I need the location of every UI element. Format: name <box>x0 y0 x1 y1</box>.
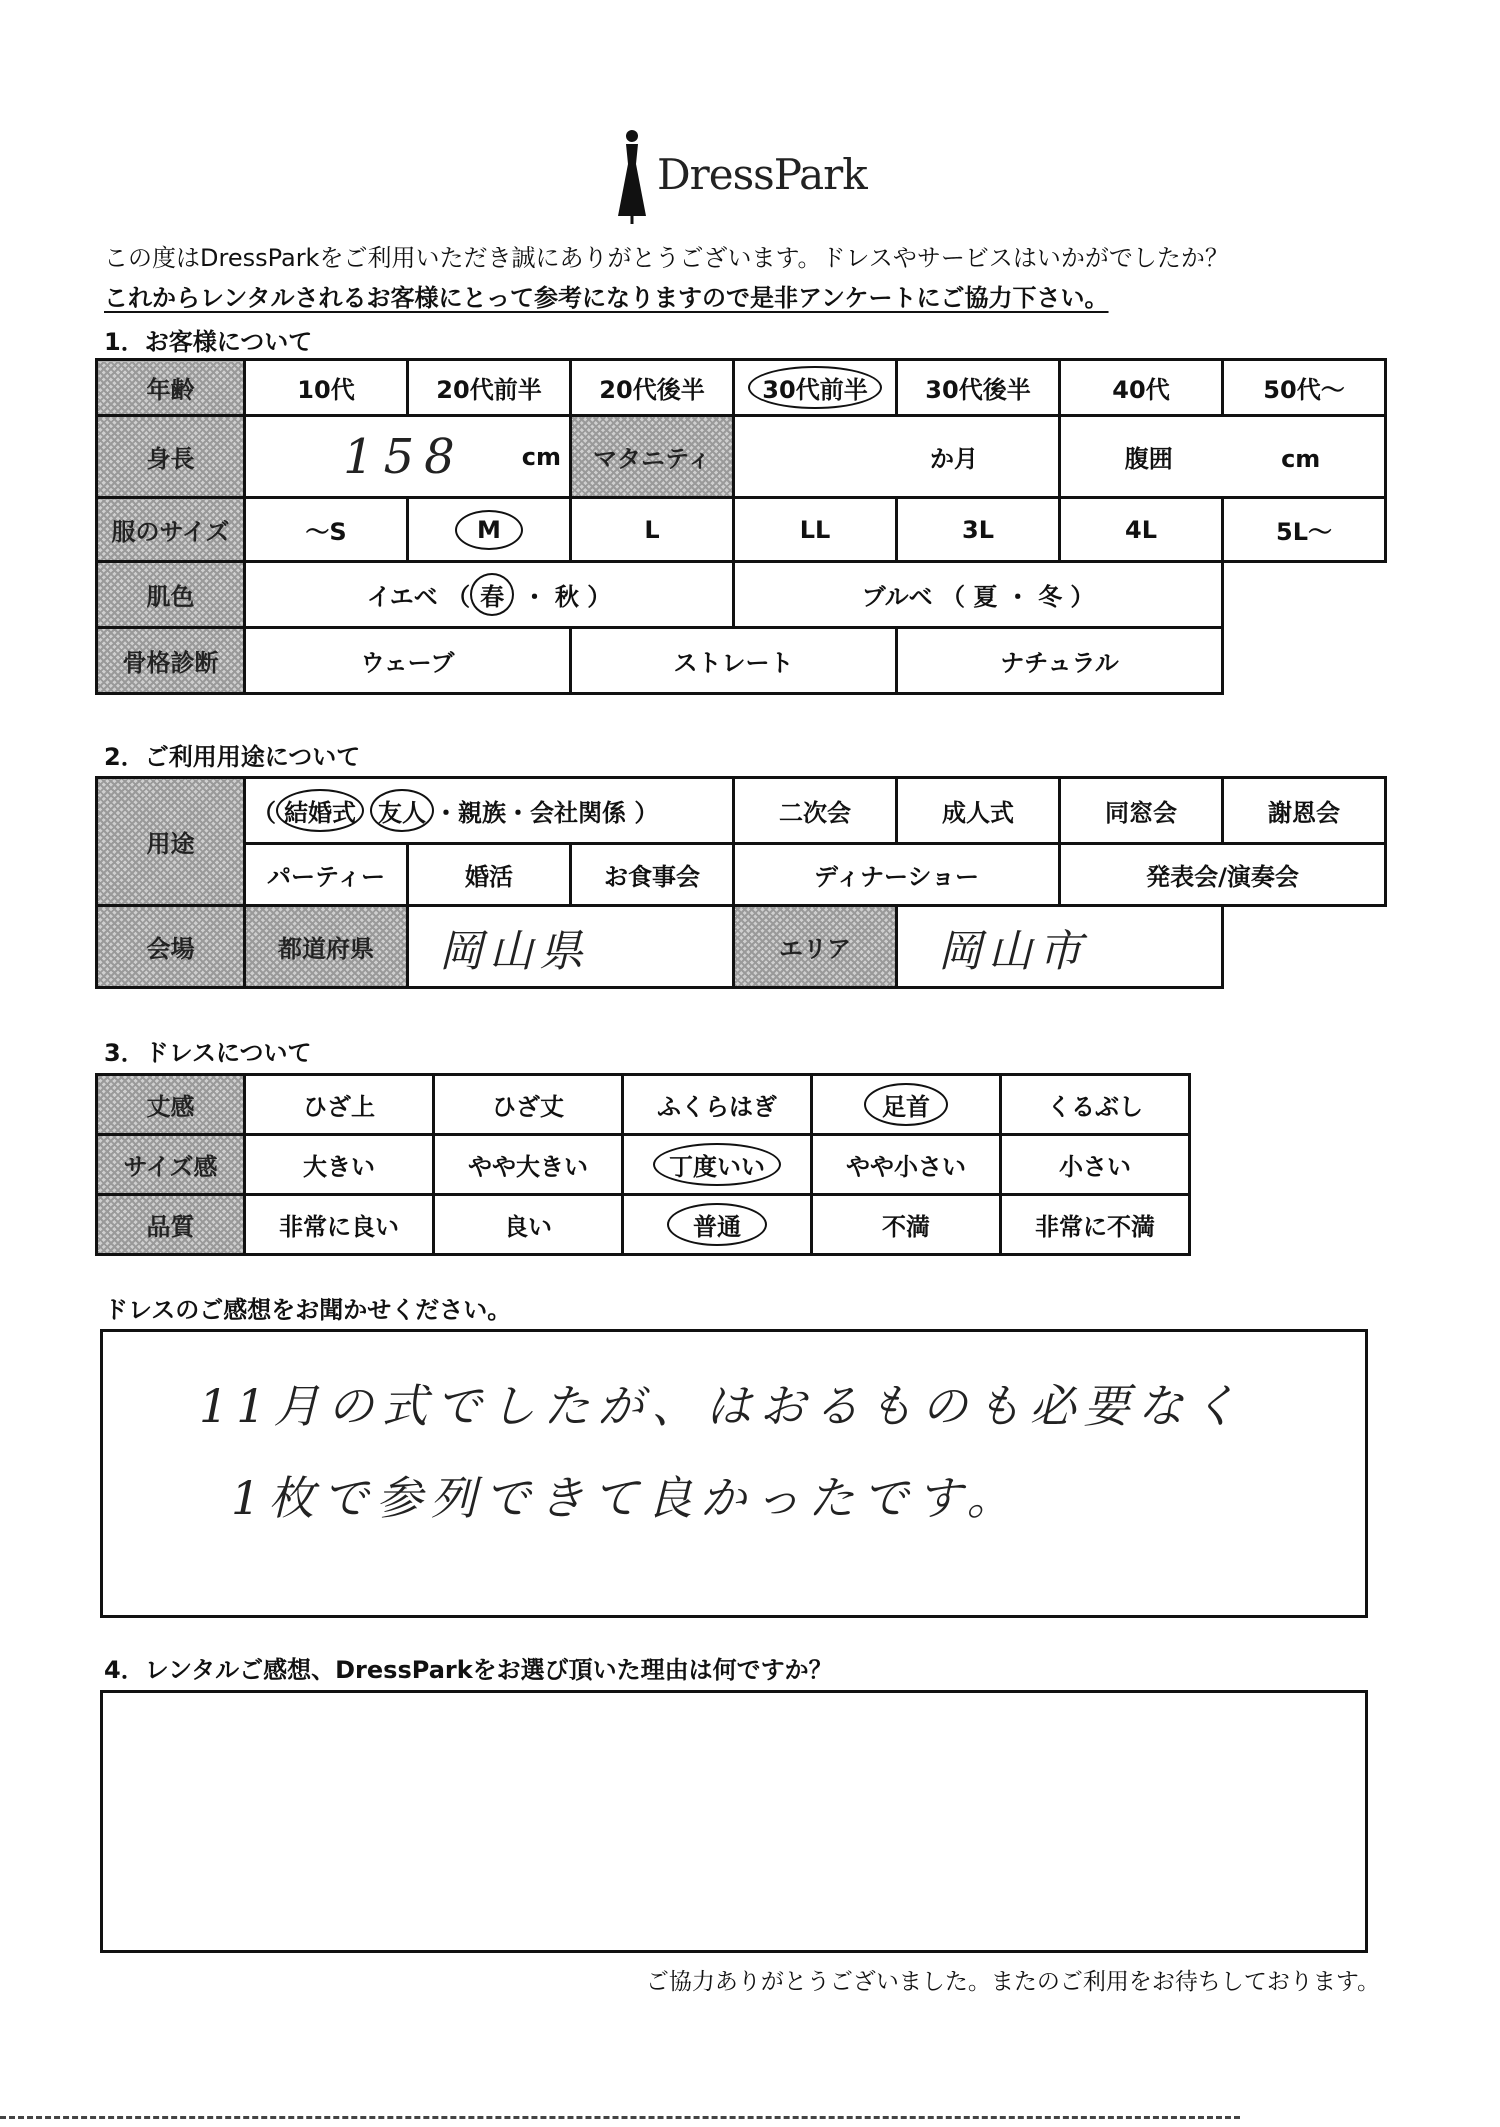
cut-line <box>0 2116 1240 2119</box>
maternity-label: マタニティ <box>571 416 734 498</box>
section2-title: 2．ご利用用途について <box>104 743 361 771</box>
size-option[interactable]: LL <box>734 498 897 562</box>
size-option[interactable]: 3L <box>897 498 1060 562</box>
prefecture-label: 都道府県 <box>245 906 408 988</box>
dress-table <box>95 1073 1191 1256</box>
autumn-option: 秋 <box>554 583 579 611</box>
usage-option[interactable]: 同窓会 <box>1060 778 1223 844</box>
size-feel-option[interactable]: 小さい <box>1001 1135 1190 1195</box>
size-feel-option[interactable]: やや小さい <box>812 1135 1001 1195</box>
reason-textarea[interactable] <box>100 1690 1368 1953</box>
selection-circle: 結婚式 <box>276 789 364 832</box>
empty-cell <box>1223 562 1386 628</box>
age-label: 年齢 <box>97 360 245 416</box>
dresspark-logo <box>612 128 867 224</box>
impressions-line1: 11月の式でしたが、はおるものも必要なく <box>199 1379 1246 1433</box>
area-field[interactable] <box>897 906 1223 988</box>
yellow-base-label: イエベ <box>366 583 438 611</box>
skeleton-option[interactable]: ストレート <box>571 628 897 694</box>
age-option[interactable]: 50代～ <box>1223 360 1386 416</box>
blue-base-label: ブルベ <box>861 583 933 611</box>
relatives-text: ・親族・会社関係 ） <box>434 799 659 827</box>
usage-option[interactable]: パーティー <box>245 844 408 906</box>
usage-option[interactable]: 婚活 <box>408 844 571 906</box>
quality-option[interactable]: 非常に不満 <box>1001 1195 1190 1255</box>
brand-name: DressPark <box>657 150 867 199</box>
area-label: エリア <box>734 906 897 988</box>
size-option[interactable]: L <box>571 498 734 562</box>
section1-title: 1．お客様について <box>104 328 313 356</box>
size-feel-option[interactable]: 大きい <box>245 1135 434 1195</box>
length-option[interactable]: ひざ丈 <box>434 1075 623 1135</box>
section4-title: 4．レンタルご感想、DressParkをお選び頂いた理由は何ですか？ <box>104 1656 833 1684</box>
length-label: 丈感 <box>97 1075 245 1135</box>
length-option-selected[interactable] <box>812 1075 1001 1135</box>
quality-option[interactable]: 非常に良い <box>245 1195 434 1255</box>
usage-option[interactable]: ディナーショー <box>734 844 1060 906</box>
dress-silhouette-icon <box>612 128 652 224</box>
footer-thanks: ご協力ありがとうございました。またのご利用をお待ちしております。 <box>645 1969 1380 1995</box>
area-value: 岡山市 <box>938 925 1088 977</box>
summer-option: 夏 <box>973 583 998 611</box>
maternity-field[interactable]: か月 <box>734 416 1060 498</box>
selection-circle: 友人 <box>370 789 434 832</box>
selection-circle: 丁度いい <box>653 1143 781 1186</box>
size-feel-label: サイズ感 <box>97 1135 245 1195</box>
length-option[interactable]: ふくらはぎ <box>623 1075 812 1135</box>
usage-option[interactable]: 二次会 <box>734 778 897 844</box>
impressions-title: ドレスのご感想をお聞かせください。 <box>104 1296 512 1324</box>
quality-option-selected[interactable] <box>623 1195 812 1255</box>
length-option[interactable]: ひざ上 <box>245 1075 434 1135</box>
length-option[interactable]: くるぶし <box>1001 1075 1190 1135</box>
selection-circle: 普通 <box>667 1203 767 1246</box>
height-value: 158 <box>343 428 465 485</box>
open-paren: （ <box>252 799 276 827</box>
waist-unit: cm <box>1281 445 1321 473</box>
skin-color-label: 肌色 <box>97 562 245 628</box>
wedding-field[interactable] <box>245 778 734 844</box>
winter-option: 冬 <box>1038 583 1063 611</box>
intro-request: これからレンタルされるお客様にとって参考になりますので是非アンケートにご協力下さい。 <box>104 284 1109 312</box>
height-field[interactable] <box>245 416 571 498</box>
yellow-base-field[interactable]: イエベ （ 春 ・ 秋 ） <box>245 562 734 628</box>
size-feel-option-selected[interactable] <box>623 1135 812 1195</box>
size-option[interactable]: 4L <box>1060 498 1223 562</box>
size-feel-option[interactable]: やや大きい <box>434 1135 623 1195</box>
age-option[interactable]: 40代 <box>1060 360 1223 416</box>
selection-circle: M <box>455 510 523 550</box>
clothes-size-label: 服のサイズ <box>97 498 245 562</box>
height-unit: cm <box>521 442 561 471</box>
skeleton-option[interactable]: ウェーブ <box>245 628 571 694</box>
waist-field[interactable] <box>1060 416 1386 498</box>
size-option-selected[interactable] <box>408 498 571 562</box>
skeleton-option[interactable]: ナチュラル <box>897 628 1223 694</box>
impressions-textarea[interactable] <box>100 1329 1368 1618</box>
age-option[interactable]: 20代後半 <box>571 360 734 416</box>
usage-option[interactable]: 発表会/演奏会 <box>1060 844 1386 906</box>
age-option[interactable]: 10代 <box>245 360 408 416</box>
selection-circle: 春 <box>470 573 514 616</box>
usage-option[interactable]: お食事会 <box>571 844 734 906</box>
usage-option[interactable]: 謝恩会 <box>1223 778 1386 844</box>
quality-label: 品質 <box>97 1195 245 1255</box>
age-option[interactable]: 20代前半 <box>408 360 571 416</box>
quality-option[interactable]: 不満 <box>812 1195 1001 1255</box>
usage-label: 用途 <box>97 778 245 906</box>
size-option[interactable]: ～S <box>245 498 408 562</box>
customer-table <box>95 358 1387 695</box>
waist-label: 腹囲 <box>1124 445 1173 473</box>
selection-circle: 足首 <box>864 1083 948 1126</box>
blue-base-field[interactable]: ブルベ （ 夏 ・ 冬 ） <box>734 562 1223 628</box>
prefecture-field[interactable] <box>408 906 734 988</box>
quality-option[interactable]: 良い <box>434 1195 623 1255</box>
empty-cell <box>1223 906 1386 988</box>
empty-cell <box>1223 628 1386 694</box>
venue-label: 会場 <box>97 906 245 988</box>
usage-table <box>95 776 1387 989</box>
impressions-line2: 1枚で参列できて良かったです。 <box>231 1471 1021 1525</box>
prefecture-value: 岡山県 <box>439 925 589 977</box>
height-label: 身長 <box>97 416 245 498</box>
intro-text: この度はDressParkをご利用いただき誠にありがとうございます。ドレスやサービスはいかがでしたか？ <box>104 244 1229 272</box>
section3-title: 3．ドレスについて <box>104 1039 312 1067</box>
age-option[interactable]: 30代後半 <box>897 360 1060 416</box>
age-option-selected[interactable] <box>734 360 897 416</box>
usage-option[interactable]: 成人式 <box>897 778 1060 844</box>
skeleton-label: 骨格診断 <box>97 628 245 694</box>
size-option[interactable]: 5L～ <box>1223 498 1386 562</box>
selection-circle: 30代前半 <box>748 366 881 409</box>
